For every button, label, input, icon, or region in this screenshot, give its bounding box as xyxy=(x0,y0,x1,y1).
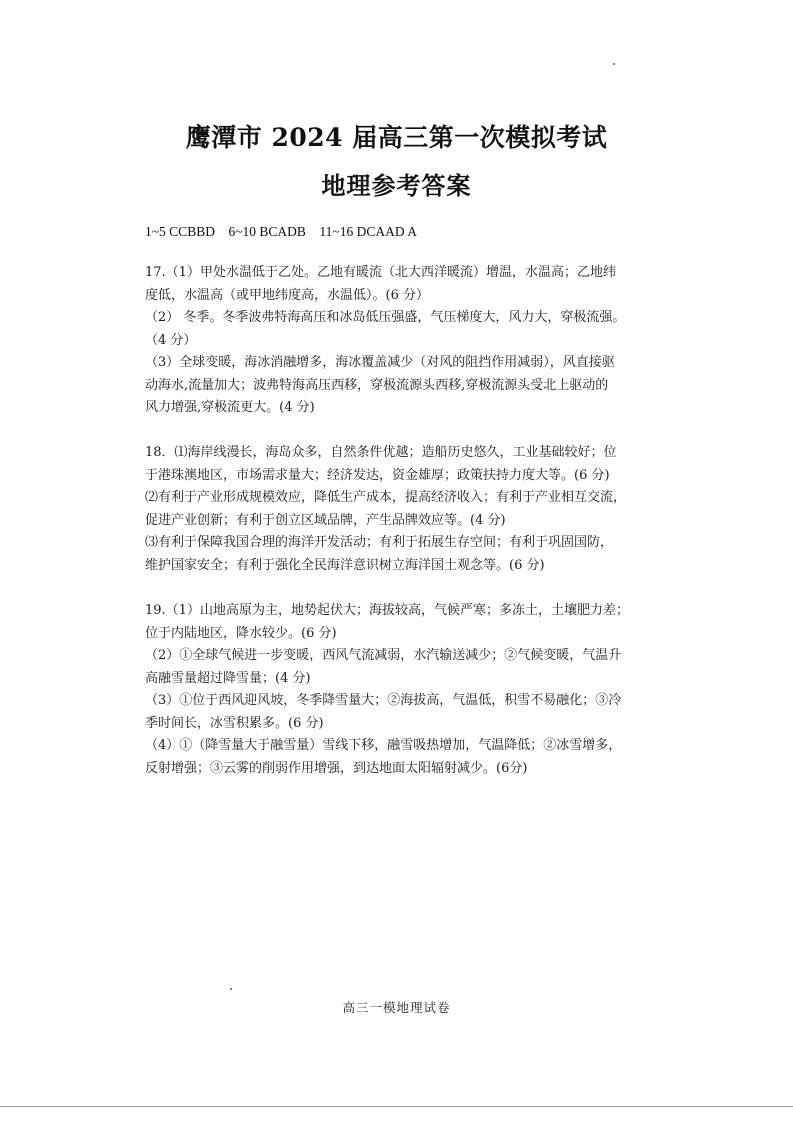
answer-line: 风力增强,穿极流更大。(4 分) xyxy=(145,400,315,415)
answer-line: 反射增强；③云雾的削弱作用增强，到达地面太阳辐射减少。(6分) xyxy=(145,760,528,776)
answer-line: （3）全球变暖，海冰消融增多，海冰覆盖减少（对风的阻挡作用减弱），风直接驱 xyxy=(145,355,615,370)
answer-line: 17.（1）甲处水温低于乙处。乙地有暖流（北大西洋暖流）增温，水温高；乙地纬 xyxy=(145,265,616,280)
scan-speck xyxy=(230,988,232,990)
answer-line: 于港珠澳地区，市场需求量大；经济发达，资金雄厚；政策扶持力度大等。(6 分) xyxy=(145,467,610,483)
question-19-answer xyxy=(145,600,665,780)
answer-line: （4）①（降雪量大于融雪量）雪线下移，融雪吸热增加，气温降低；②冰雪增多， xyxy=(145,738,622,753)
question-17-answer xyxy=(145,262,665,420)
answer-line: 度低，水温高（或甲地纬度高，水温低）。(6 分） xyxy=(145,287,429,303)
answer-line: 18．⑴海岸线漫长，海岛众多，自然条件优越；造船历史悠久，工业基础较好；位 xyxy=(145,445,617,460)
exam-title: 鹰潭市 2024 届高三第一次模拟考试 xyxy=(185,123,608,152)
page-footer: 高三一模地理试卷 xyxy=(342,1000,451,1015)
answer-line: （3）①位于西风迎风坡，冬季降雪量大；②海拔高，气温低，积雪不易融化；③冷 xyxy=(145,693,622,708)
answer-line: 动海水,流量加大；波弗特海高压西移，穿极流源头西移,穿极流源头受北上驱动的 xyxy=(145,377,609,393)
answer-line: 19.（1）山地高原为主，地势起伏大；海拔较高，气候严寒；多冻土，土壤肥力差； xyxy=(145,603,629,618)
answer-line: ⑵有利于产业形成规模效应，降低生产成本，提高经济收入；有利于产业相互交流， xyxy=(145,490,627,505)
multiple-choice-answers: 1~5 CCBBD 6~10 BCADB 11~16 DCAAD A xyxy=(145,224,417,239)
answer-line: （4 分） xyxy=(145,332,197,348)
answer-key-title: 地理参考答案 xyxy=(321,171,472,200)
answer-line: ⑶有利于保障我国合理的海洋开发活动；有利于拓展生存空间；有利于巩固国防， xyxy=(145,535,614,550)
answer-line: 高融雪量超过降雪量；(4 分) xyxy=(145,670,311,686)
question-18-answer xyxy=(145,442,665,577)
answer-line: 季时间长，冰雪积累多。(6 分) xyxy=(145,715,324,731)
answer-line: （2） 冬季。冬季波弗特海高压和冰岛低压强盛，气压梯度大，风力大，穿极流强。 xyxy=(145,310,626,325)
scan-speck xyxy=(613,63,615,65)
page-bottom-divider xyxy=(0,1106,793,1107)
answer-line: 促进产业创新；有利于创立区域品牌，产生品牌效应等。(4 分) xyxy=(145,512,506,528)
answer-line: 维护国家安全；有利于强化全民海洋意识树立海洋国土观念等。(6 分) xyxy=(145,557,545,573)
answer-line: 位于内陆地区，降水较少。(6 分) xyxy=(145,625,337,641)
answer-line: （2）①全球气候进一步变暖，西风气流减弱，水汽输送减少；②气候变暖，气温升 xyxy=(145,648,622,663)
